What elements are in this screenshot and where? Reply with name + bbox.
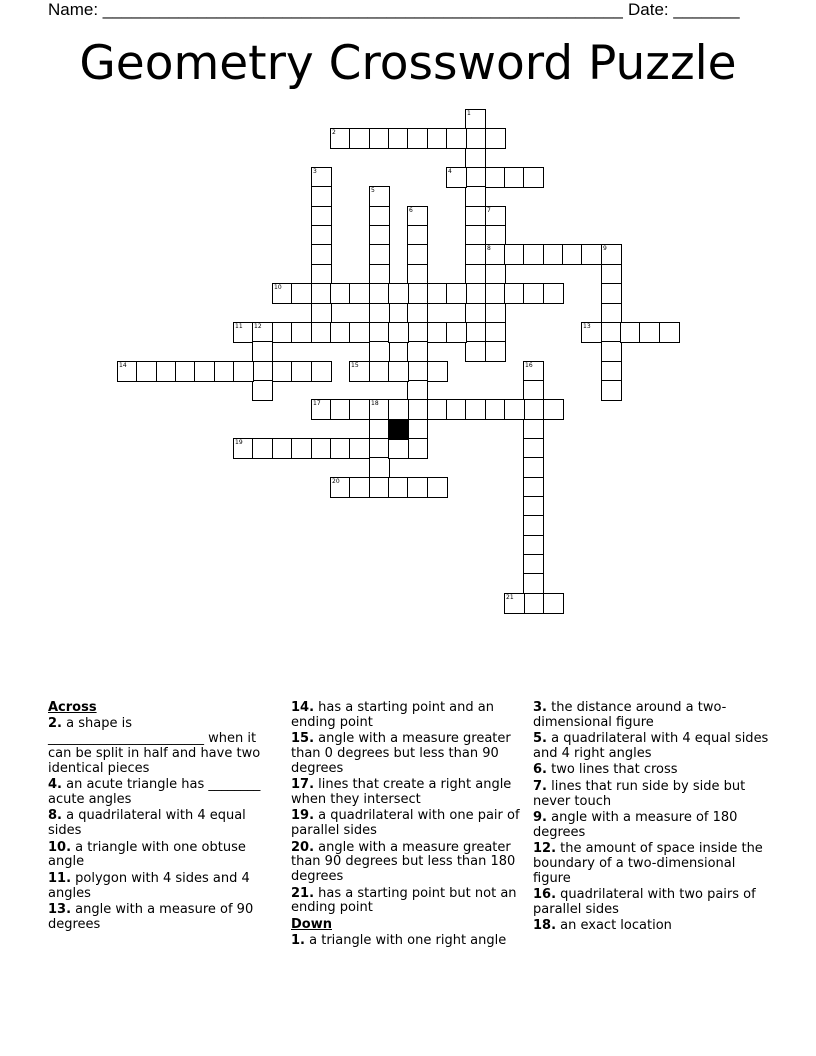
crossword-cell[interactable] [369,303,390,324]
clue-item-number: 12. [533,841,557,857]
crossword-cell[interactable] [349,361,370,382]
crossword-cell[interactable] [311,244,332,265]
crossword-cell[interactable] [523,244,544,265]
crossword-cell[interactable] [523,380,544,401]
crossword-black-cell [388,419,409,440]
crossword-cell[interactable] [252,438,273,459]
clue-item [291,732,527,776]
crossword-cell[interactable] [446,167,467,188]
crossword-cell[interactable] [272,361,293,382]
crossword-cell[interactable] [523,535,544,556]
crossword-cell[interactable] [369,477,390,498]
crossword-cell[interactable] [388,438,409,459]
crossword-cell[interactable] [407,303,428,324]
crossword-cell[interactable] [523,438,544,459]
crossword-cell[interactable] [407,419,428,440]
crossword-cell[interactable] [504,244,525,265]
crossword-cell[interactable] [369,283,390,304]
crossword-cell[interactable] [504,283,525,304]
crossword-cell[interactable] [465,322,486,343]
crossword-cell[interactable] [369,128,390,149]
crossword-cell[interactable] [581,322,602,343]
crossword-cell[interactable] [156,361,177,382]
crossword-cell[interactable] [523,477,544,498]
crossword-cell[interactable] [252,361,273,382]
clue-item-text: angle with a measure greater than 90 degrees but less than 180 degrees [291,839,516,885]
crossword-cell[interactable] [252,341,273,362]
crossword-cell[interactable] [465,148,486,169]
crossword-cell[interactable] [311,225,332,246]
crossword-cell[interactable] [369,438,390,459]
crossword-cell[interactable] [523,167,544,188]
crossword-cell[interactable] [523,283,544,304]
crossword-cell[interactable] [330,128,351,149]
crossword-cell[interactable] [369,399,390,420]
crossword-cell[interactable] [543,399,564,420]
clue-item-number: 3. [533,700,547,715]
clue-item-text: the distance around a two-dimensional figure [533,700,727,730]
clue-item [291,934,527,949]
crossword-cell[interactable] [407,380,428,401]
clue-number: 18 [371,400,379,407]
clue-column-3 [533,701,769,936]
crossword-cell[interactable] [388,399,409,420]
crossword-cell[interactable] [369,341,390,362]
crossword-cell[interactable] [407,361,428,382]
crossword-cell[interactable] [407,477,428,498]
clue-item-number: 15. [291,731,315,747]
crossword-cell[interactable] [465,264,486,285]
crossword-cell[interactable] [601,361,622,382]
clue-number: 6 [409,207,413,214]
crossword-cell[interactable] [427,283,448,304]
crossword-cell[interactable] [601,264,622,285]
crossword-cell[interactable] [233,438,254,459]
clue-number: 16 [525,362,533,369]
crossword-cell[interactable] [504,167,525,188]
crossword-cell[interactable] [311,361,332,382]
crossword-cell[interactable] [272,283,293,304]
clue-item [533,888,769,918]
crossword-cell[interactable] [465,244,486,265]
crossword-cell[interactable] [407,438,428,459]
crossword-cell[interactable] [407,283,428,304]
crossword-cell[interactable] [369,264,390,285]
clue-number: 21 [506,594,514,601]
crossword-cell[interactable] [465,186,486,207]
crossword-cell[interactable] [407,225,428,246]
clue-item-text: two lines that cross [546,762,678,778]
crossword-cell[interactable] [194,361,215,382]
crossword-cell[interactable] [659,322,680,343]
clue-item-text: the amount of space inside the boundary of a two-dimensional figure [533,841,763,886]
crossword-cell[interactable] [349,283,370,304]
clue-item [48,717,282,776]
crossword-cell[interactable] [427,361,448,382]
clue-item-text: polygon with 4 sides and 4 angles [48,870,250,901]
crossword-cell[interactable] [349,438,370,459]
crossword-cell[interactable] [311,322,332,343]
crossword-cell[interactable] [369,419,390,440]
crossword-cell[interactable] [388,361,409,382]
clue-item-number: 18. [533,918,557,934]
crossword-cell[interactable] [136,361,157,382]
crossword-cell[interactable] [252,322,273,343]
crossword-cell[interactable] [485,399,506,420]
clue-item [533,811,769,841]
crossword-cell[interactable] [543,593,564,614]
clue-item-text: has a starting point and an ending point [291,700,494,730]
crossword-cell[interactable] [485,244,506,265]
crossword-cell[interactable] [311,167,332,188]
crossword-cell[interactable] [407,128,428,149]
crossword-cell[interactable] [485,206,506,227]
clue-item-number: 14. [291,700,315,715]
crossword-cell[interactable] [388,322,409,343]
crossword-cell[interactable] [369,457,390,478]
clue-item-number: 10. [48,839,72,855]
clue-item-text: has a starting point but not an ending point [291,885,517,916]
crossword-cell[interactable] [407,399,428,420]
crossword-cell[interactable] [369,322,390,343]
crossword-cell[interactable] [311,206,332,227]
crossword-cell[interactable] [485,283,506,304]
crossword-cell[interactable] [349,477,370,498]
clue-item [291,809,527,839]
crossword-cell[interactable] [504,593,525,614]
crossword-cell[interactable] [523,554,544,575]
clue-item-number: 4. [48,777,62,793]
clue-number: 11 [235,323,243,330]
crossword-cell[interactable] [427,399,448,420]
crossword-cell[interactable] [330,283,351,304]
across-heading: Across [48,700,97,715]
clue-item [533,732,769,762]
clue-item-text: a triangle with one right angle [304,933,507,949]
clue-item-text: lines that create a right angle when they intersect [291,777,512,807]
clue-number: 4 [448,168,452,175]
clue-item [533,701,769,731]
crossword-cell[interactable] [543,283,564,304]
clue-item-text: a quadrilateral with 4 equal sides and 4 right angles [533,731,769,761]
crossword-cell[interactable] [601,341,622,362]
clue-item-text: angle with a measure of 90 degrees [48,901,254,932]
crossword-cell[interactable] [446,283,467,304]
clue-number: 20 [332,478,340,485]
crossword-cell[interactable] [311,303,332,324]
crossword-cell[interactable] [446,322,467,343]
crossword-cell[interactable] [407,322,428,343]
clue-item [291,778,527,808]
clue-item [48,872,282,902]
clue-item [291,841,527,885]
clue-item-number: 8. [48,808,62,824]
crossword-cell[interactable] [330,399,351,420]
clue-item [48,778,282,808]
clue-item [533,842,769,886]
date-field-label[interactable]: Date: _______ [628,0,740,19]
crossword-cell[interactable] [465,225,486,246]
clue-item-text: a quadrilateral with 4 equal sides [48,808,246,839]
clue-item-number: 6. [533,762,547,778]
clue-number: 14 [119,362,127,369]
clue-number: 1 [467,110,471,117]
crossword-cell[interactable] [523,573,544,594]
crossword-cell[interactable] [620,322,641,343]
crossword-cell[interactable] [485,167,506,188]
clue-column-2 [291,701,527,951]
clue-item-text: an acute triangle has ________ acute angles [48,777,261,807]
crossword-cell[interactable] [601,303,622,324]
clue-number: 10 [274,284,282,291]
crossword-cell[interactable] [639,322,660,343]
crossword-cell[interactable] [330,322,351,343]
clue-item-number: 17. [291,777,315,793]
clue-number: 5 [371,187,375,194]
crossword-cell[interactable] [523,496,544,517]
clue-item [291,701,527,731]
crossword-cell[interactable] [349,399,370,420]
crossword-cell[interactable] [543,244,564,265]
clue-item-number: 19. [291,808,315,824]
crossword-cell[interactable] [388,128,409,149]
crossword-cell[interactable] [407,264,428,285]
crossword-cell[interactable] [233,361,254,382]
crossword-cell[interactable] [465,109,486,130]
crossword-cell[interactable] [388,283,409,304]
crossword-cell[interactable] [349,322,370,343]
crossword-cell[interactable] [601,380,622,401]
crossword-cell[interactable] [369,186,390,207]
crossword-cell[interactable] [485,128,506,149]
crossword-cell[interactable] [523,361,544,382]
clue-number: 2 [332,129,336,136]
crossword-cell[interactable] [369,361,390,382]
crossword-cell[interactable] [407,244,428,265]
crossword-cell[interactable] [485,264,506,285]
clue-item-text: angle with a measure of 180 degrees [533,809,738,840]
clue-number: 8 [487,245,491,252]
clue-item-text: lines that run side by side but never touch [533,778,746,809]
clue-number: 3 [313,168,317,175]
crossword-cell[interactable] [175,361,196,382]
crossword-cell[interactable] [446,128,467,149]
clue-item [533,763,769,778]
clue-number: 12 [254,323,262,330]
clue-number: 13 [583,323,591,330]
clue-item [48,903,282,933]
crossword-cell[interactable] [349,128,370,149]
crossword-cell[interactable] [291,283,312,304]
crossword-cell[interactable] [523,515,544,536]
crossword-cell[interactable] [601,244,622,265]
page-title: Geometry Crossword Puzzle [79,36,737,91]
clue-item [48,841,282,871]
crossword-cell[interactable] [427,477,448,498]
crossword-cell[interactable] [523,419,544,440]
clue-item-number: 9. [533,809,547,825]
clue-column-1 [48,701,282,934]
crossword-cell[interactable] [388,477,409,498]
crossword-cell[interactable] [272,322,293,343]
crossword-cell[interactable] [523,593,544,614]
crossword-cell[interactable] [465,206,486,227]
crossword-cell[interactable] [562,244,583,265]
crossword-cell[interactable] [369,206,390,227]
clue-item-number: 16. [533,887,557,903]
crossword-cell[interactable] [369,244,390,265]
clue-item-number: 2. [48,716,62,732]
down-heading: Down [291,916,332,932]
crossword-cell[interactable] [523,399,544,420]
crossword-cell[interactable] [291,322,312,343]
crossword-cell[interactable] [465,399,486,420]
name-field-label[interactable]: Name: _______________________________________________________ [48,0,623,19]
clue-item-number: 5. [533,731,547,747]
crossword-cell[interactable] [233,322,254,343]
crossword-cell[interactable] [485,341,506,362]
clue-item-number: 11. [48,870,72,886]
clue-item [48,809,282,839]
crossword-cell[interactable] [465,283,486,304]
crossword-cell[interactable] [601,283,622,304]
crossword-cell[interactable] [465,341,486,362]
crossword-cell[interactable] [427,322,448,343]
crossword-cell[interactable] [311,283,332,304]
crossword-cell[interactable] [504,399,525,420]
crossword-cell[interactable] [330,477,351,498]
crossword-cell[interactable] [407,206,428,227]
crossword-cell[interactable] [581,244,602,265]
crossword-cell[interactable] [369,225,390,246]
crossword-cell[interactable] [485,322,506,343]
crossword-cell[interactable] [117,361,138,382]
crossword-cell[interactable] [311,399,332,420]
clue-number: 15 [351,362,359,369]
clue-item-number: 20. [291,839,315,855]
crossword-cell[interactable] [311,264,332,285]
crossword-cell[interactable] [427,128,448,149]
crossword-cell[interactable] [407,341,428,362]
crossword-cell[interactable] [272,438,293,459]
crossword-cell[interactable] [601,322,622,343]
crossword-cell[interactable] [311,438,332,459]
crossword-cell[interactable] [214,361,235,382]
clue-item [291,887,527,917]
clue-number: 7 [487,207,491,214]
clue-number: 19 [235,439,243,446]
crossword-cell[interactable] [465,167,486,188]
crossword-cell[interactable] [465,303,486,324]
crossword-cell[interactable] [252,380,273,401]
clue-number: 17 [313,400,321,407]
header [48,0,748,22]
crossword-cell[interactable] [485,303,506,324]
clue-item-text: quadrilateral with two pairs of parallel sides [533,887,756,917]
clue-number: 9 [603,245,607,252]
clue-item-number: 1. [291,933,305,949]
clue-item-text: an exact location [556,918,672,934]
clue-item-text: a quadrilateral with one pair of parallel sides [291,808,520,839]
crossword-cell[interactable] [523,457,544,478]
clue-item-text: a triangle with one obtuse angle [48,839,246,870]
crossword-cell[interactable] [465,128,486,149]
crossword-cell[interactable] [291,361,312,382]
crossword-cell[interactable] [291,438,312,459]
clue-item [533,919,769,934]
clue-item-number: 7. [533,778,547,794]
clue-item-number: 21. [291,885,315,901]
clue-item-text: a shape is ________________________ when it can be split in half and have two identical pieces [48,716,261,776]
crossword-cell[interactable] [485,225,506,246]
clue-item [533,780,769,810]
clue-item-number: 13. [48,901,72,917]
crossword-cell[interactable] [311,186,332,207]
crossword-cell[interactable] [330,438,351,459]
crossword-cell[interactable] [446,399,467,420]
clue-item-text: angle with a measure greater than 0 degrees but less than 90 degrees [291,731,511,776]
